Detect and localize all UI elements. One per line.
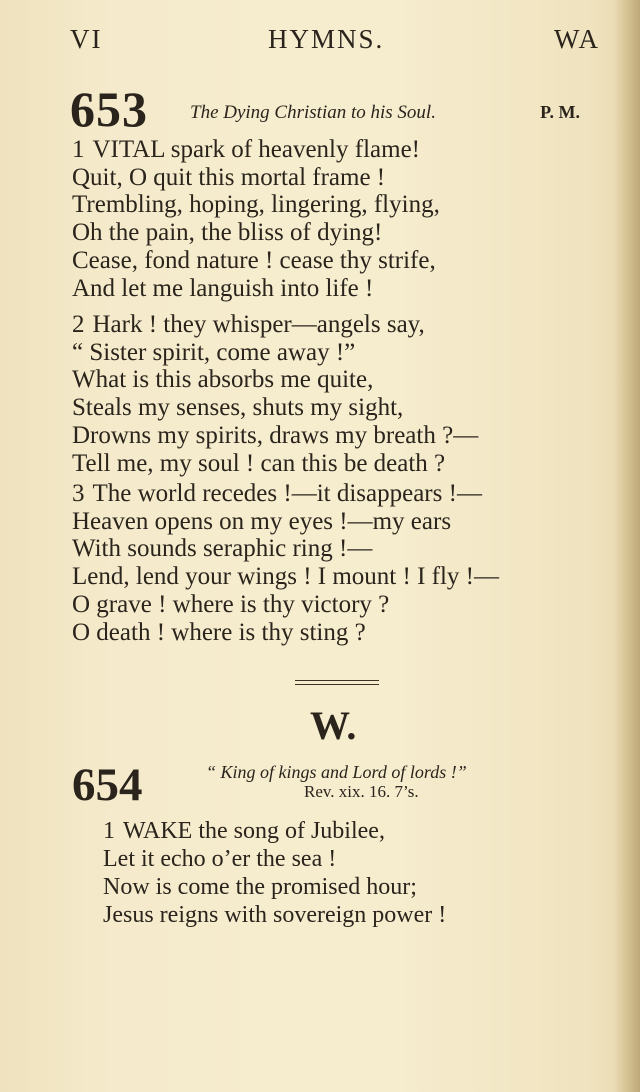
hymn-653-stanza-2	[72, 311, 478, 477]
stanza-line: Heaven opens on my eyes !—my ears	[72, 507, 452, 535]
running-head-title: HYMNS.	[268, 24, 385, 54]
stanza-line: O death ! where is thy sting ?	[72, 618, 366, 646]
section-divider	[295, 680, 379, 685]
stanza-number: 3	[72, 480, 85, 507]
stanza-line: With sounds seraphic ring !—	[72, 535, 373, 563]
hymn-653-heading	[70, 81, 590, 137]
stanza-line: O grave ! where is thy victory ?	[72, 590, 390, 618]
stanza-number: 1	[103, 818, 115, 844]
stanza-line: Trembling, hoping, lingering, flying,	[72, 191, 440, 219]
stanza-line: 1 VITAL spark of heavenly flame!	[72, 136, 420, 163]
hymn-title: The Dying Christian to his Soul.	[190, 102, 436, 123]
stanza-line: Oh the pain, the bliss of dying!	[72, 219, 383, 247]
hymn-654-stanza-1	[103, 817, 446, 929]
stanza-line: 1 WAKE the song of Jubilee,	[103, 818, 385, 844]
hymn-number: 653	[70, 81, 148, 137]
stanza-line: And let me languish into life !	[72, 274, 374, 302]
hymn-653-stanza-3	[72, 480, 499, 646]
hymn-reference: Rev. xix. 16. 7’s.	[304, 782, 419, 801]
stanza-line: Jesus reigns with sovereign power !	[103, 902, 447, 928]
hymn-654-heading	[72, 759, 592, 812]
stanza-line: 2 Hark ! they whisper—angels say,	[72, 311, 425, 338]
stanza-line: Let it echo o’er the sea !	[103, 846, 337, 872]
stanza-line: Lend, lend your wings ! I mount ! I fly !—	[72, 563, 500, 591]
stanza-line: 3 The world recedes !—it disappears !—	[72, 480, 482, 507]
stanza-number: 2	[72, 311, 85, 338]
stanza-line: What is this absorbs me quite,	[72, 366, 374, 394]
hymn-title: “ King of kings and Lord of lords !”	[206, 762, 467, 782]
hymn-number: 654	[72, 759, 143, 811]
stanza-line: Drowns my spirits, draws my breath ?—	[72, 421, 479, 449]
hymn-653-stanza-1	[72, 136, 440, 302]
section-letter: W.	[310, 703, 357, 748]
stanza-line: Steals my senses, shuts my sight,	[72, 394, 404, 422]
stanza-line: Cease, fond nature ! cease thy strife,	[72, 246, 436, 274]
stanza-line: Tell me, my soul ! can this be death ?	[72, 449, 446, 477]
running-head	[70, 24, 600, 58]
running-head-left: VI	[70, 24, 103, 54]
stanza-line: Now is come the promised hour;	[103, 874, 417, 900]
hymn-meter: P. M.	[540, 102, 580, 122]
stanza-line: “ Sister spirit, come away !”	[72, 338, 356, 366]
stanza-number: 1	[72, 136, 85, 163]
stanza-line: Quit, O quit this mortal frame !	[72, 163, 386, 191]
page-edge-shadow	[614, 0, 640, 1092]
running-head-right: WA	[554, 24, 600, 54]
